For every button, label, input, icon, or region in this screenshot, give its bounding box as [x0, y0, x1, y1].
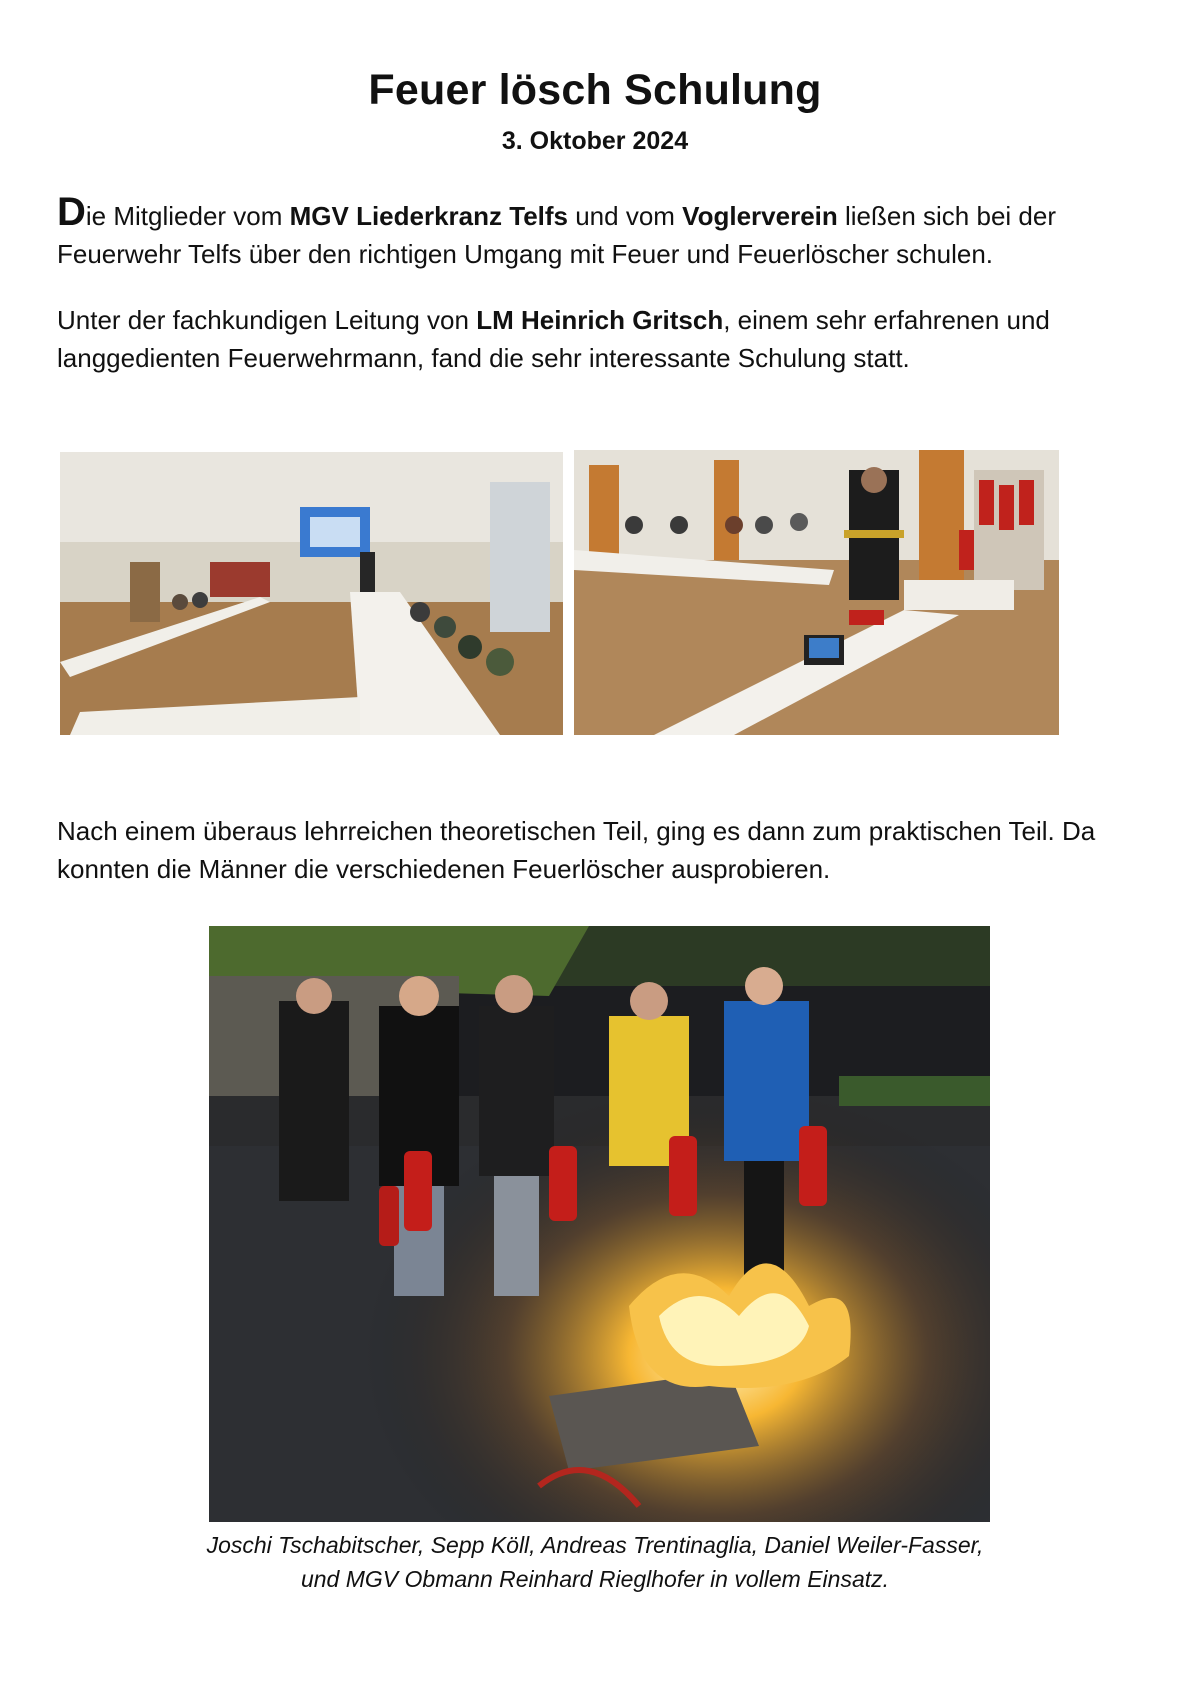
leader-text-2: , einem sehr erfahrenen und langgedienten Feuerwehrmann, fand die sehr interessante Schulung statt.	[57, 305, 1050, 373]
intro-text-2: und vom	[568, 201, 683, 231]
intro-bold-1: MGV Liederkranz Telfs	[289, 201, 568, 231]
photo-seminar-room	[60, 452, 563, 735]
page-date: 3. Oktober 2024	[501, 127, 689, 155]
practice-paragraph: Nach einem überaus lehrreichen theoretischen Teil, ging es dann zum praktischen Teil. Da konnten die Männer die verschiedenen Feuerlöscher ausprobieren.	[57, 816, 1096, 884]
leader-text-1: Unter der fachkundigen Leitung von	[57, 305, 477, 335]
photo-instructor	[574, 450, 1059, 735]
photo-extinguisher-exercise	[209, 926, 990, 1522]
leader-paragraph	[57, 301, 1157, 377]
photo-caption	[0, 1528, 1190, 1596]
caption-line-1: Joschi Tschabitscher, Sepp Köll, Andreas Trentinaglia, Daniel Weiler-Fasser,	[206, 1532, 984, 1558]
intro-bold-2: Voglerverein	[682, 201, 838, 231]
intro-text-3: ließen sich bei der Feuerwehr Telfs über den richtigen Umgang mit Feuer und Feuerlöscher schulen.	[57, 201, 1056, 269]
intro-text-1: ie Mitglieder vom	[85, 201, 290, 231]
intro-paragraph	[57, 190, 1157, 273]
page-title: Feuer lösch Schulung	[368, 66, 822, 114]
leader-bold: LM Heinrich Gritsch	[476, 305, 724, 335]
drop-cap: D	[57, 190, 86, 234]
caption-line-2: und MGV Obmann Reinhard Rieglhofer in vollem Einsatz.	[300, 1566, 890, 1592]
